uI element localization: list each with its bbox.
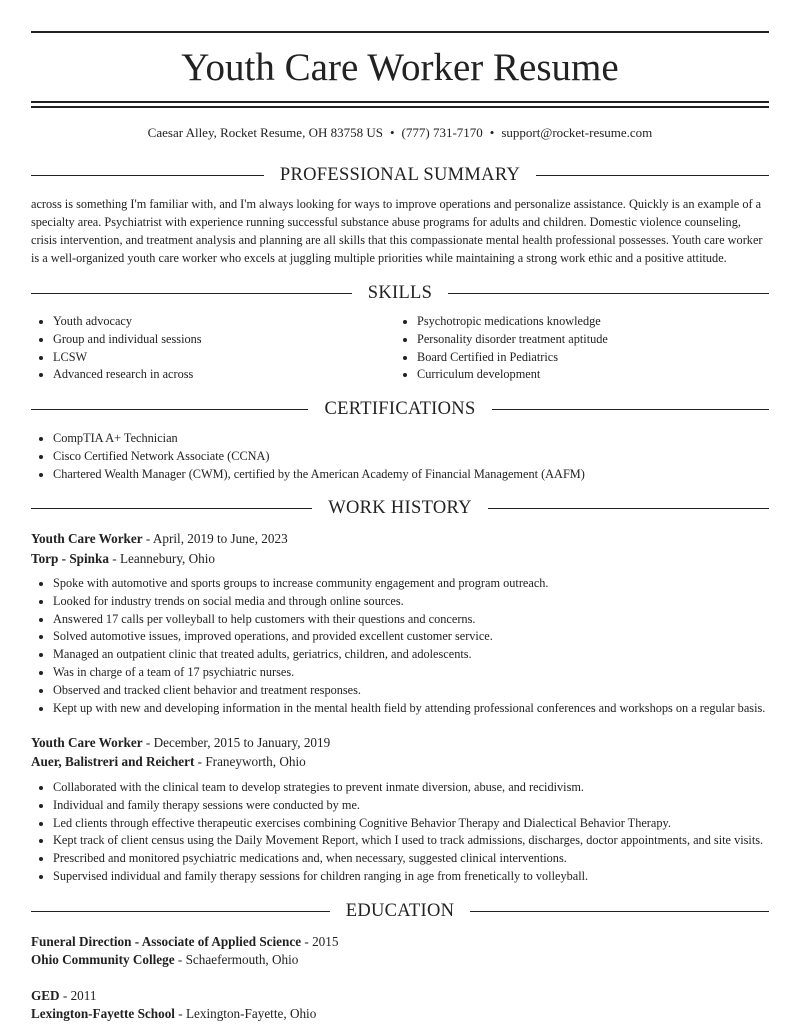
duty-item: • Spoke with automotive and sports groups to increase community engagement and program outreach. xyxy=(53,575,769,593)
skill-item: • Curriculum development xyxy=(417,366,769,384)
skill-item: • Advanced research in across xyxy=(53,366,391,384)
divider xyxy=(488,508,769,509)
duty-item: • Answered 17 calls per volleyball to help customers with their questions and concerns. xyxy=(53,611,769,629)
duty-item: • Supervised individual and family therapy sessions for children ranging in age from frenetically to volleyball. xyxy=(53,868,769,886)
job-employer: Auer, Balistreri and Reichert xyxy=(31,754,195,769)
education-degree-line xyxy=(31,933,769,951)
title-rule-top xyxy=(31,101,769,103)
divider xyxy=(31,409,308,410)
skills-heading xyxy=(31,281,769,305)
skills-left-column xyxy=(31,313,391,384)
duty-item: • Individual and family therapy sessions were conducted by me. xyxy=(53,797,769,815)
certifications-heading xyxy=(31,397,769,421)
education-school: Ohio Community College xyxy=(31,952,175,967)
education-degree: Funeral Direction - Associate of Applied Science xyxy=(31,934,302,949)
job-location: - Leannebury, Ohio xyxy=(108,551,216,566)
education-heading xyxy=(31,899,769,923)
job-employer: Torp - Spinka xyxy=(31,551,109,566)
education-school-line xyxy=(31,951,769,969)
title-rule-bottom xyxy=(31,106,769,108)
certifications-list xyxy=(31,430,769,483)
skill-item: • LCSW xyxy=(53,349,391,367)
duty-item: • Kept up with new and developing information in the mental health field by attending professional conferences and workshops on a regular basis. xyxy=(53,700,769,718)
education-school-line xyxy=(31,1005,769,1023)
contact-address: Caesar Alley, Rocket Resume, OH 83758 US xyxy=(147,125,383,140)
education-degree: GED xyxy=(31,988,60,1003)
duty-item: • Was in charge of a team of 17 psychiatric nurses. xyxy=(53,664,769,682)
education-degree-line xyxy=(31,987,769,1005)
job-location: - Franeyworth, Ohio xyxy=(194,754,306,769)
section-title: EDUCATION xyxy=(345,900,455,921)
job-title-line xyxy=(31,530,769,548)
job-title: Youth Care Worker xyxy=(31,735,143,750)
skill-item: • Youth advocacy xyxy=(53,313,391,331)
education-school: Lexington-Fayette School xyxy=(31,1006,175,1021)
contact-separator: • xyxy=(489,125,495,140)
duty-item: • Collaborated with the clinical team to develop strategies to prevent inmate diversion, abuse, and recidivism. xyxy=(53,779,769,797)
contact-email: support@rocket-resume.com xyxy=(501,125,653,140)
divider xyxy=(536,175,769,176)
duty-item: • Solved automotive issues, improved operations, and provided excellent customer service. xyxy=(53,628,769,646)
job-title: Youth Care Worker xyxy=(31,531,143,546)
certification-item: • CompTIA A+ Technician xyxy=(53,430,769,448)
job-dates: - December, 2015 to January, 2019 xyxy=(142,735,331,750)
certification-item: • Chartered Wealth Manager (CWM), certified by the American Academy of Financial Management (AAFM) xyxy=(53,466,769,484)
job-duties-list xyxy=(31,575,769,717)
duty-item: • Kept track of client census using the Daily Movement Report, which I used to track admissions, discharges, doctor appointments, and site visits. xyxy=(53,832,769,850)
section-title: SKILLS xyxy=(367,282,433,303)
divider xyxy=(31,293,352,294)
certification-item: • Cisco Certified Network Associate (CCNA) xyxy=(53,448,769,466)
duty-item: • Looked for industry trends on social media and through online sources. xyxy=(53,593,769,611)
contact-phone: (777) 731-7170 xyxy=(401,125,483,140)
divider xyxy=(470,911,769,912)
job-dates: - April, 2019 to June, 2023 xyxy=(142,531,288,546)
job-employer-line xyxy=(31,753,769,771)
divider xyxy=(31,175,264,176)
skill-item: • Group and individual sessions xyxy=(53,331,391,349)
duty-item: • Observed and tracked client behavior and treatment responses. xyxy=(53,682,769,700)
job-duties-list xyxy=(31,779,769,886)
skills-right-column xyxy=(395,313,769,384)
duty-item: • Managed an outpatient clinic that treated adults, geriatrics, children, and adolescents. xyxy=(53,646,769,664)
section-title: WORK HISTORY xyxy=(328,497,472,518)
section-title: PROFESSIONAL SUMMARY xyxy=(279,164,521,185)
skill-item: • Board Certified in Pediatrics xyxy=(417,349,769,367)
duty-item: • Prescribed and monitored psychiatric medications and, when necessary, suggested clinical interventions. xyxy=(53,850,769,868)
education-year: - 2015 xyxy=(301,934,339,949)
top-rule xyxy=(31,31,769,33)
divider xyxy=(492,409,769,410)
education-year: - 2011 xyxy=(59,988,97,1003)
education-location: - Schaefermouth, Ohio xyxy=(174,952,299,967)
skill-item: • Personality disorder treatment aptitude xyxy=(417,331,769,349)
divider xyxy=(448,293,769,294)
resume-title: Youth Care Worker Resume xyxy=(181,46,619,89)
divider xyxy=(31,508,312,509)
summary-heading xyxy=(31,163,769,187)
divider xyxy=(31,911,330,912)
section-title: CERTIFICATIONS xyxy=(324,398,476,419)
job-title-line xyxy=(31,734,769,752)
contact-separator: • xyxy=(389,125,395,140)
duty-item: • Led clients through effective therapeutic exercises combining Cognitive Behavior Therapy and Dialectical Behavior Therapy. xyxy=(53,815,769,833)
education-location: - Lexington-Fayette, Ohio xyxy=(174,1006,317,1021)
skill-item: • Psychotropic medications knowledge xyxy=(417,313,769,331)
summary-text: across is something I'm familiar with, and I'm always looking for ways to improve operations and personalize assistance. Quickly is an example of a specialty area. Psychiatrist with experience running successful substance abuse programs for adults and children. Domestic violence counseling, crisis intervention, and treatment analysis and planning are all skills that this compassionate mental health professional possesses. Youth care worker is a well-organized youth care worker who excels at juggling multiple priorities while maintaining a strong work ethic and a positive attitude. xyxy=(31,197,763,265)
job-employer-line xyxy=(31,550,769,568)
contact-line xyxy=(31,124,769,142)
work-history-heading xyxy=(31,496,769,520)
